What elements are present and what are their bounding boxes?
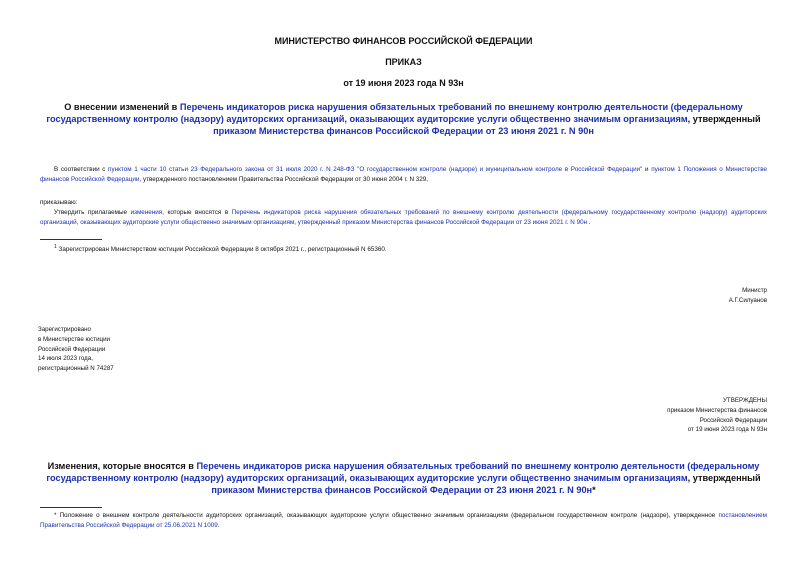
footnote-2	[40, 511, 767, 531]
preamble-text-3: , утвержденного постановлением Правительства Российской Федерации от 30 июня 2004 г. N 329,	[139, 176, 429, 183]
registration-line: регистрационный N 74287	[38, 365, 114, 373]
document-type: ПРИКАЗ	[385, 57, 422, 67]
registration-line: Российской Федерации	[38, 345, 106, 353]
approve-link-changes[interactable]: изменения	[130, 209, 163, 216]
changes-title-link-list[interactable]: Перечень индикаторов риска нарушения обязательных требований по внешнему контролю деятельности (федеральному государственному контролю (надзору) аудиторских организаций, оказывающих аудиторские услуги общественно значимым организациям	[46, 461, 760, 483]
approved-line: от 19 июня 2023 года N 93н	[687, 426, 767, 434]
footnote-1	[54, 242, 754, 255]
registration-line: в Министерстве юстиции	[38, 335, 111, 343]
footnote-2-link[interactable]: постановлением Правительства Российской Федерации от 25.06.2021 N 1009	[40, 512, 767, 529]
approve-paragraph	[40, 208, 767, 228]
approved-block	[517, 396, 767, 435]
registration-line: Зарегистрировано	[38, 326, 91, 333]
footnote-2-divider	[40, 507, 102, 508]
ministry-name: МИНИСТЕРСТВО ФИНАНСОВ РОССИЙСКОЙ ФЕДЕРАЦИИ	[274, 36, 533, 46]
footnote-2-text-2: .	[217, 522, 220, 529]
document-title	[40, 101, 767, 137]
changes-title-link-order[interactable]: приказом Министерства финансов Российской Федерации от 23 июня 2021 г. N 90н	[211, 485, 593, 495]
approved-line: приказом Министерства финансов	[667, 406, 767, 414]
approve-text-2: , которые вносятся в	[162, 209, 232, 216]
footnote-1-mark: 1	[54, 244, 57, 250]
preamble-text-1: В соответствии с	[54, 166, 109, 173]
document-date: от 19 июня 2023 года N 93н	[343, 78, 464, 88]
signature-name: А.Г.Силуанов	[728, 297, 767, 304]
footnote-divider	[40, 239, 102, 240]
order-word: приказываю:	[40, 199, 78, 206]
preamble-paragraph	[40, 165, 767, 185]
changes-title-suffix: *	[592, 485, 596, 495]
preamble-text-2: и	[642, 166, 652, 173]
title-prefix: О внесении изменений в	[64, 102, 180, 112]
title-link-order[interactable]: приказом Министерства финансов Российской Федерации от 23 июня 2021 г. N 90н	[213, 126, 594, 136]
registration-block	[38, 325, 238, 374]
footnote-1-text: Зарегистрирован Министерством юстиции Российской Федерации 8 октября 2021 г., регистрационный N 65360.	[56, 246, 387, 254]
approved-line: УТВЕРЖДЕНЫ	[723, 397, 767, 404]
title-middle: , утвержденный	[687, 114, 761, 124]
changes-title-prefix: Изменения, которые вносятся в	[47, 461, 197, 471]
changes-title-middle: , утвержденный	[687, 473, 761, 483]
preamble-link-law[interactable]: пунктом 1 части 10 статьи 23 Федерального закона от 31 июля 2020 г. N 248-ФЗ "О государственном контроле (надзоре) и муниципальном контроле в Российской Федерации"	[108, 166, 643, 173]
changes-title	[40, 460, 767, 496]
approve-text-1: Утвердить прилагаемые	[54, 209, 131, 216]
approved-line: Российской Федерации	[699, 416, 767, 424]
approve-link-list[interactable]: Перечень индикаторов риска нарушения обязательных требований по внешнему контролю деятельности (федеральному государственному контролю (надзору) аудиторских организаций, оказывающих аудиторские услуги общественно значимым организациям, утвержденный приказом Министерства финансов Российской Федерации от 23 июня 2021 г. N 90н	[40, 209, 767, 226]
approve-text-3: .	[587, 219, 591, 226]
signature-position: Министр	[742, 287, 767, 294]
title-link-list[interactable]: Перечень индикаторов риска нарушения обязательных требований по внешнему контролю деятельности (федеральному государственному контролю (надзору) аудиторских организаций, оказывающих аудиторские услуги общественно значимым организациям	[46, 102, 743, 124]
preamble-link-regulation[interactable]: пунктом 1 Положения о Министерстве финансов Российской Федерации	[40, 166, 767, 183]
registration-line: 14 июля 2023 года,	[38, 355, 93, 363]
footnote-2-text-1: * Положение о внешнем контроле деятельности аудиторских организаций, оказывающих аудиторские услуги общественно значимым организациям (федеральном государственном контроле (надзоре), утвержденное	[54, 512, 719, 519]
